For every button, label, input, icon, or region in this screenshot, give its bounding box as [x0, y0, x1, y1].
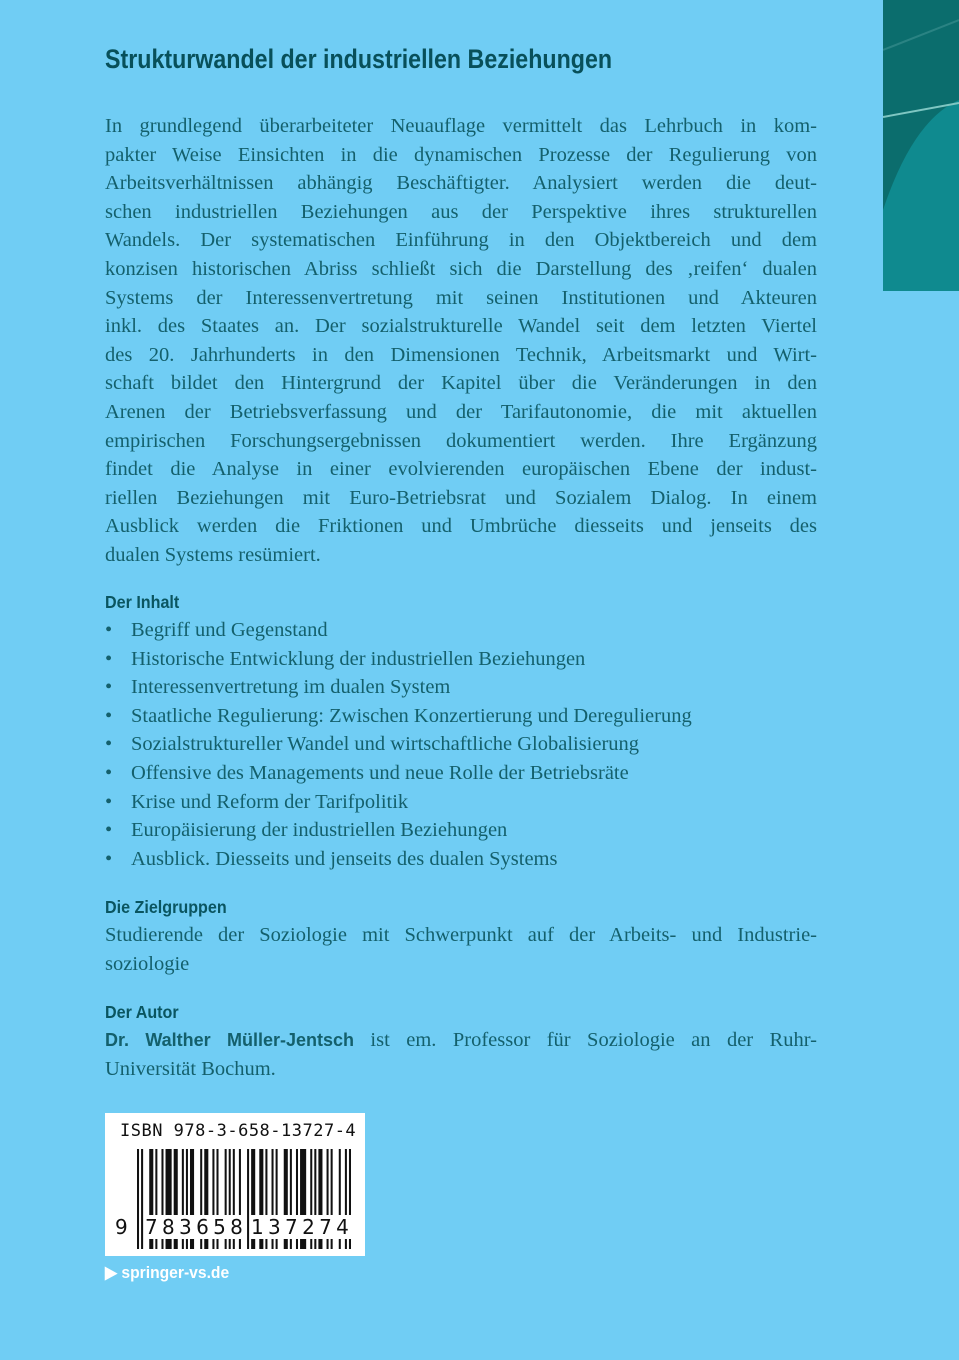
- description-line: Arenen der Betriebsverfassung und der Tarifautonomie, die mit aktuellen: [105, 400, 817, 423]
- contents-item: • Historische Entwicklung der industriellen Beziehungen: [105, 645, 692, 674]
- cover-decoration: [883, 0, 959, 291]
- barcode-bar: [141, 1149, 143, 1249]
- description-line: Systems der Interessenvertretung mit seinen Institutionen und Akteuren: [105, 286, 817, 309]
- description-line: des 20. Jahrhunderts in den Dimensionen Technik, Arbeitsmarkt und Wirt-: [105, 343, 817, 366]
- contents-item: • Offensive des Managements und neue Rolle der Betriebsräte: [105, 759, 692, 788]
- contents-item: • Staatliche Regulierung: Zwischen Konzertierung und Deregulierung: [105, 702, 692, 731]
- contents-item: • Begriff und Gegenstand: [105, 616, 692, 645]
- contents-list: [105, 616, 692, 873]
- audience-line: soziologie: [105, 952, 190, 975]
- author-heading: Der Autor: [105, 1002, 179, 1022]
- barcode-bar: [137, 1149, 139, 1249]
- barcode-digits-left: 783658: [145, 1215, 248, 1239]
- contents-item: • Sozialstruktureller Wandel und wirtschaftliche Globalisierung: [105, 730, 692, 759]
- description-line: inkl. des Staates an. Der sozialstrukturelle Wandel seit dem letzten Viertel: [105, 315, 817, 338]
- description-line: schaft bildet den Hintergrund der Kapitel über die Veränderungen in den: [105, 372, 817, 395]
- description-line: schen industriellen Beziehungen aus der Perspektive ihres strukturellen: [105, 200, 817, 223]
- description-line: Ausblick werden die Friktionen und Umbrüche diesseits und jenseits des: [105, 515, 817, 538]
- audience-text: [105, 921, 817, 978]
- book-title: Strukturwandel der industriellen Beziehungen: [105, 44, 613, 74]
- description: [105, 112, 817, 570]
- audience-line: Studierende der Soziologie mit Schwerpunkt auf der Arbeits- und Industrie-: [105, 924, 817, 946]
- contents-item: • Europäisierung der industriellen Beziehungen: [105, 816, 692, 845]
- contents-item: • Krise und Reform der Tarifpolitik: [105, 788, 692, 817]
- description-line: findet die Analyse in einer evolvierenden europäischen Ebene der indust-: [105, 458, 817, 481]
- audience-heading: Die Zielgruppen: [105, 897, 227, 917]
- description-line: pakter Weise Einsichten in die dynamischen Prozesse der Regulierung von: [105, 143, 817, 166]
- author-line: Universität Bochum.: [105, 1057, 276, 1080]
- description-line: In grundlegend überarbeiteter Neuauflage vermittelt das Lehrbuch in kom-: [105, 115, 817, 137]
- author-text: [105, 1026, 817, 1083]
- barcode-digits-right: 137274: [251, 1215, 354, 1239]
- play-arrow-icon: ▶: [105, 1263, 118, 1282]
- description-line: Arbeitsverhältnissen abhängig Beschäftigter. Analysiert werden die deut-: [105, 172, 817, 195]
- contents-item: • Interessenvertretung im dualen System: [105, 673, 692, 702]
- description-line: dualen Systems resümiert.: [105, 543, 321, 566]
- description-line: Wandels. Der systematischen Einführung in den Objektbereich und dem: [105, 229, 817, 252]
- description-line: empirischen Forschungsergebnissen dokumentiert werden. Ihre Ergänzung: [105, 429, 817, 452]
- description-line: konzisen historischen Abriss schließt sich die Darstellung des ‚reifen‘ dualen: [105, 257, 817, 280]
- author-name: Dr. Walther Müller-Jentsch: [105, 1030, 354, 1050]
- barcode-bar: [247, 1149, 249, 1249]
- isbn-text: ISBN 978-3-658-13727-4: [120, 1121, 357, 1141]
- barcode-digit: 9: [115, 1215, 133, 1239]
- contents-heading: Der Inhalt: [105, 592, 180, 612]
- website-link[interactable]: ▶ springer-vs.de: [105, 1263, 230, 1282]
- isbn-barcode: [105, 1113, 365, 1256]
- author-line: ist em. Professor für Soziologie an der Ruhr-: [354, 1029, 817, 1051]
- contents-item: • Ausblick. Diesseits und jenseits des dualen Systems: [105, 845, 692, 874]
- description-line: riellen Beziehungen mit Euro-Betriebsrat und Sozialem Dialog. In einem: [105, 486, 817, 509]
